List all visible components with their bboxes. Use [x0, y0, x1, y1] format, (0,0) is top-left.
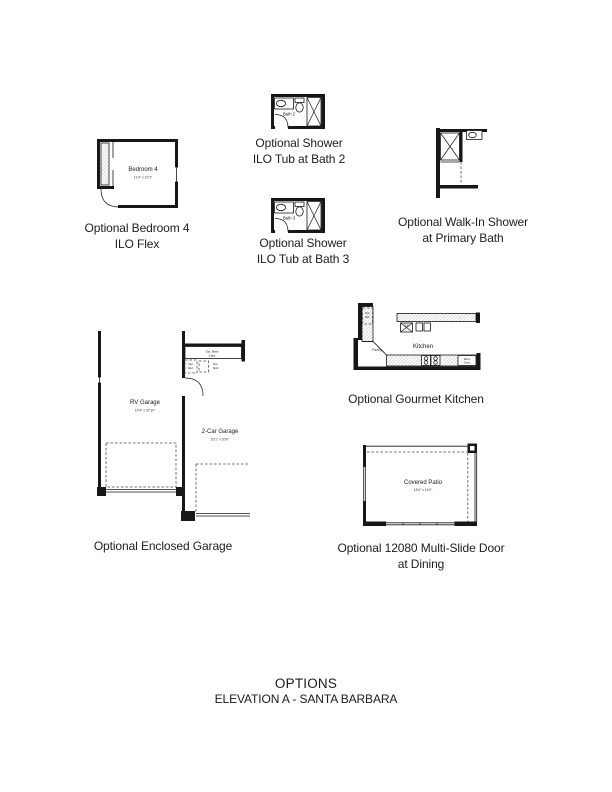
- bath3-caption: [257, 235, 349, 267]
- garage-walls: [97, 331, 245, 521]
- two-car-garage-label: 2-Car Garage: [201, 429, 239, 435]
- bath3-floorplan: [268, 188, 330, 238]
- bedroom4-caption-line1: Optional Bedroom 4: [84, 221, 190, 235]
- kitchen-micro-label-line2: Oven: [463, 361, 471, 365]
- garage-caption: [94, 538, 232, 554]
- multi-slide-door-icon: [386, 523, 455, 525]
- bath3-shower-icon: [307, 202, 321, 231]
- two-car-garage-dims: 20'1" x 20'0": [210, 437, 230, 442]
- walkin-shower-icon: [441, 133, 462, 184]
- footer-title: OPTIONS: [274, 676, 338, 691]
- kitchen-ref-label-line2: Ref.: [364, 314, 371, 319]
- patio-room-dims: 18'4" x 14'0": [413, 488, 433, 492]
- walkin-caption-line2: at Primary Bath: [422, 231, 504, 245]
- patio-corner-post-icon: [468, 444, 478, 454]
- garage-sink-label-line1: Opt.: [212, 362, 219, 366]
- kitchen-floorplan: [350, 291, 484, 377]
- bath2-sink-icon: [275, 98, 294, 109]
- kitchen-pantry-label: Pantry: [372, 348, 382, 352]
- bedroom4-closet: [101, 142, 113, 186]
- bath3-caption-line1: Optional Shower: [259, 236, 347, 250]
- bedroom4-room-label: Bedroom 4: [128, 167, 158, 173]
- bath2-room-label: Bath 2: [282, 111, 296, 117]
- bedroom4-caption-line2: ILO Flex: [114, 237, 160, 251]
- garage-door-swing-icon: [185, 378, 203, 396]
- patio-left-window: [364, 467, 366, 501]
- garage-sink-label-line2: Sink: [212, 365, 219, 370]
- patio-floorplan: [358, 436, 484, 530]
- kitchen-sink-basin-right: [424, 323, 431, 331]
- rv-garage-door-opening: [106, 443, 176, 492]
- garage-caption-line1: Optional Enclosed Garage: [93, 539, 233, 553]
- patio-room-label: Covered Patio: [403, 480, 443, 486]
- patio-caption: [338, 540, 505, 572]
- bedroom4-floorplan: [93, 136, 181, 214]
- kitchen-pantry: [362, 342, 387, 356]
- bath2-floorplan: [268, 84, 330, 134]
- patio-caption-line2: at Dining: [397, 557, 445, 571]
- bath2-caption-line1: Optional Shower: [255, 136, 343, 150]
- walkin-sink-icon: [467, 131, 483, 140]
- bath2-toilet-icon: [295, 98, 304, 112]
- kitchen-sink-basin-left: [416, 323, 423, 331]
- patio-right-wall: [475, 453, 477, 522]
- bedroom4-room-dims: 11'4" x 10'2": [133, 175, 153, 180]
- walkin-caption: [398, 214, 528, 246]
- rv-garage-label: RV Garage: [130, 400, 160, 406]
- walkin-shower-floorplan: [430, 116, 492, 202]
- patio-cover-outline: [367, 452, 468, 522]
- bath2-caption-line2: ILO Tub at Bath 2: [252, 152, 346, 166]
- garage-ref-label-line1: Opt.: [188, 362, 194, 366]
- two-car-garage-door-opening: [196, 464, 250, 516]
- kitchen-dw-label: DW: [404, 324, 409, 328]
- rv-garage-dims: 14'4" x 37'10": [134, 408, 156, 413]
- garage-opt-ref: [185, 360, 197, 373]
- kitchen-room-label: Kitchen: [412, 344, 434, 350]
- garage-window: [98, 377, 101, 383]
- kitchen-caption: [348, 391, 484, 407]
- bath3-room-label: Bath 3: [282, 215, 296, 221]
- garage-base-cabinets: [185, 347, 242, 359]
- bedroom4-door-swing-icon: [101, 189, 119, 207]
- kitchen-bottom-counter: [387, 355, 477, 366]
- garage-floorplan: [93, 326, 253, 530]
- footer-subtitle: ELEVATION A - SANTA BARBARA: [214, 692, 398, 706]
- garage-cabs-label-line1: Opt. Base: [205, 349, 219, 354]
- bath2-shower-icon: [307, 98, 321, 127]
- walkin-caption-line1: Optional Walk-In Shower: [398, 215, 528, 229]
- bath3-caption-line2: ILO Tub at Bath 3: [256, 252, 350, 266]
- bedroom4-window: [175, 167, 178, 182]
- kitchen-micro-label-line1: Micro: [463, 357, 471, 361]
- kitchen-caption-line1: Optional Gourmet Kitchen: [348, 392, 484, 406]
- bath3-toilet-icon: [295, 202, 304, 216]
- garage-opt-sink: [199, 361, 219, 372]
- kitchen-left-counter: [362, 307, 373, 342]
- bath3-sink-icon: [275, 202, 294, 213]
- patio-caption-line1: Optional 12080 Multi-Slide Door: [337, 541, 505, 555]
- kitchen-ref-label-line1: Opt.: [364, 311, 371, 315]
- bedroom4-caption: [85, 220, 190, 252]
- garage-ref-label-line2: Ref.: [188, 365, 194, 370]
- bath2-caption: [253, 135, 345, 167]
- garage-cabs-label-line2: Cabs: [208, 353, 216, 358]
- kitchen-island: [397, 314, 476, 333]
